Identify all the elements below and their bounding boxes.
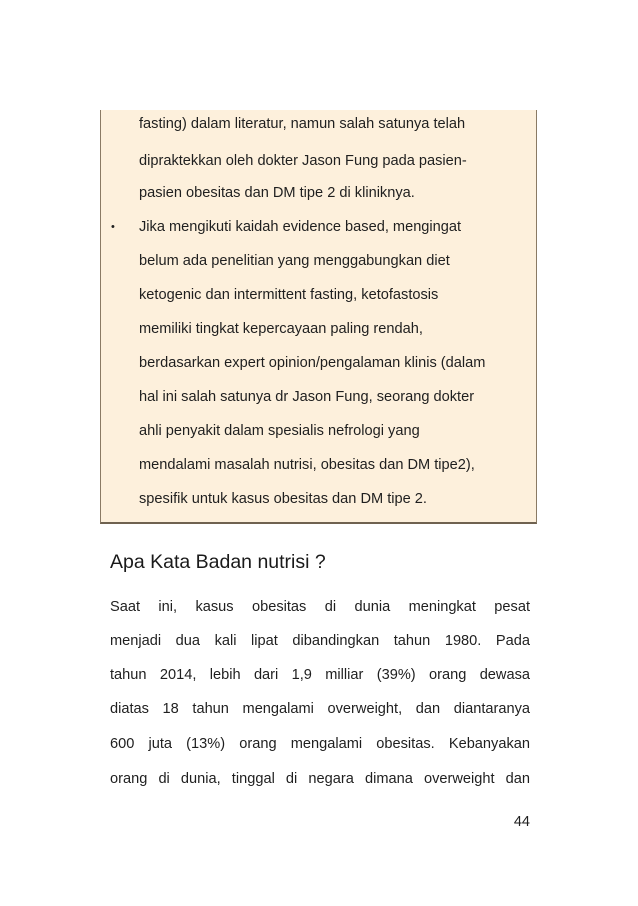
paragraph-line: tahun 2014, lebih dari 1,9 milliar (39%) orang dewasa [110,667,530,683]
box-line: pasien obesitas dan DM tipe 2 di kliniknya. [139,185,415,201]
box-line: hal ini salah satunya dr Jason Fung, seorang dokter [139,389,475,405]
box-line: mendalami masalah nutrisi, obesitas dan DM tipe2), [139,457,475,473]
box-line: berdasarkan expert opinion/pengalaman klinis (dalam [139,355,486,371]
box-line: ketogenic dan intermittent fasting, ketofastosis [139,287,439,303]
page-number: 44 [513,814,530,830]
box-line: spesifik untuk kasus obesitas dan DM tipe 2. [139,491,427,507]
box-line: memiliki tingkat kepercayaan paling rendah, [139,321,423,337]
box-line: belum ada penelitian yang menggabungkan diet [139,253,450,269]
paragraph-line: menjadi dua kali lipat dibandingkan tahun 1980. Pada [110,633,530,649]
bullet-icon: • [111,221,115,233]
box-line: ahli penyakit dalam spesialis nefrologi yang [139,423,420,439]
paragraph-line: Saat ini, kasus obesitas di dunia meningkat pesat [110,599,530,615]
paragraph-line: orang di dunia, tinggal di negara dimana overweight dan [110,771,530,787]
section-heading: Apa Kata Badan nutrisi ? [110,551,326,573]
box-line: dipraktekkan oleh dokter Jason Fung pada pasien- [139,153,467,169]
paragraph-line: diatas 18 tahun mengalami overweight, dan diantaranya [110,701,530,717]
paragraph-line: 600 juta (13%) orang mengalami obesitas. Kebanyakan [110,736,530,752]
box-line: Jika mengikuti kaidah evidence based, mengingat [139,219,462,235]
box-line: fasting) dalam literatur, namun salah satunya telah [139,116,466,132]
